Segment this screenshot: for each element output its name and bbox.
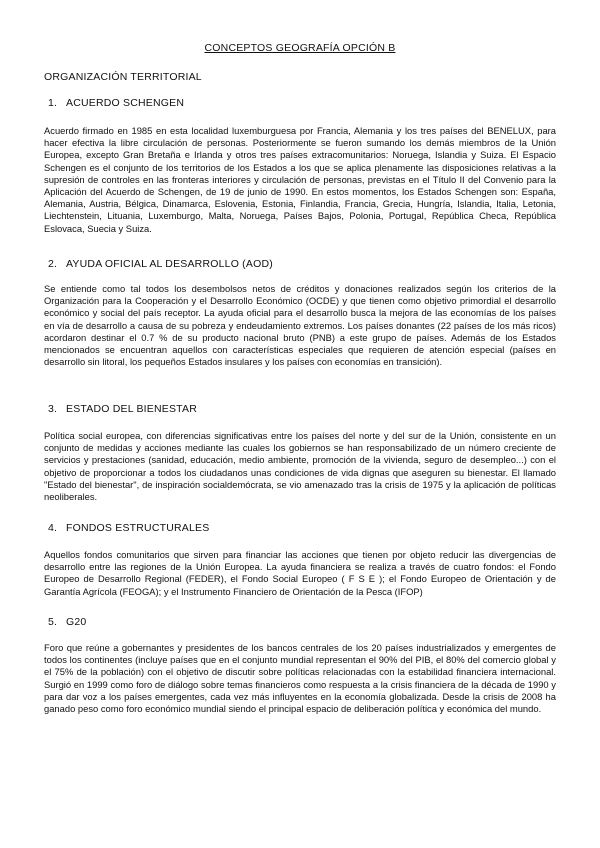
section-number: 2. — [48, 258, 58, 270]
section-heading-aod — [48, 258, 273, 270]
section-heading-bienestar — [48, 403, 197, 415]
section-number: 3. — [48, 403, 58, 415]
section-body-bienestar: Política social europea, con diferencias significativas entre los países del norte y del sur de la Unión, consistente en un conjunto de medidas y acciones mediante las cuales los gobiernos se han responsabilizado de un número creciente de servicios y prestaciones (sanidad, educación, medio ambiente, promoción de la vivienda, seguro de desempleo...) con el objetivo de proporcionar a todos los ciudadanos unas condiciones de vida dignas que aseguren su bienestar. El llamado "Estado del bienestar", de inspiración socialdemócrata, se vio amenazado tras la crisis de 1975 y la aplicación de políticas neoliberales. — [44, 430, 556, 503]
section-body-g20: Foro que reúne a gobernantes y presidentes de los bancos centrales de los 20 países industrializados y emergentes de todos los continentes (incluye países que en el conjunto mundial representan el 90% del PIB, el 80% del comercio global y el 75% de la población) con el objetivo de discutir sobre políticas relacionadas con la estabilidad financiera internacional. Surgió en 1999 como foro de diálogo sobre temas financieros como respuesta a la crisis financiera de la década de 1990 y para dar voz a los países emergentes, cada vez más influyentes en la economía globalizada. Desde la crisis de 2008 ha ganado peso como foro económico mundial siendo el principal espacio de deliberación política y económica del mundo. — [44, 642, 556, 715]
section-number: 1. — [48, 97, 58, 109]
document-subtitle: ORGANIZACIÓN TERRITORIAL — [44, 71, 202, 83]
section-number: 5. — [48, 616, 58, 628]
section-body-aod: Se entiende como tal todos los desembolsos netos de créditos y donaciones realizados según los criterios de la Organización para la Cooperación y el Desarrollo Económico (OCDE) y que tienen como objetivo primordial el desarrollo económico y social del país receptor. La ayuda oficial para el desarrollo busca la mejora de las economías de los países en vía de desarrollo a causa de su pobreza y endeudamiento extremos. Los países donantes (22 países de los más ricos) acordaron destinar el 0.7 % de su producto nacional bruto (PNB) a este grupo de países. Además de los Estados mencionados se encuentran aquellos con características especiales que requieren de atención especial (países en desarrollo sin litoral, los pequeños Estados insulares y los países con economías en transición). — [44, 283, 556, 368]
section-heading-g20 — [48, 616, 86, 628]
section-heading-fondos — [48, 522, 209, 534]
section-title: FONDOS ESTRUCTURALES — [66, 522, 210, 534]
document-title: CONCEPTOS GEOGRAFÍA OPCIÓN B — [204, 42, 396, 54]
section-heading-schengen — [48, 97, 184, 109]
section-title: G20 — [66, 616, 87, 628]
section-title: AYUDA OFICIAL AL DESARROLLO (AOD) — [66, 258, 273, 270]
section-title: ACUERDO SCHENGEN — [66, 97, 185, 109]
section-body-fondos: Aquellos fondos comunitarios que sirven para financiar las acciones que tienen por objeto reducir las divergencias de desarrollo entre las regiones de la Unión Europea. La ayuda financiera se realiza a través de cuatro fondos: el Fondo Europeo de Desarrollo Regional (FEDER), el Fondo Social Europeo ( F S E ); el Fondo Europeo de Orientación y de Garantía Agrícola (FEOGA); y el Instrumento Financiero de Orientación de la Pesca (IFOP) — [44, 549, 556, 597]
section-number: 4. — [48, 522, 58, 534]
section-title: ESTADO DEL BIENESTAR — [66, 403, 197, 415]
section-body-schengen: Acuerdo firmado en 1985 en esta localidad luxemburguesa por Francia, Alemania y los tres países del BENELUX, para hacer efectiva la libre circulación de personas. Posteriormente se fueron sumando los demás miembros de la Unión Europea, excepto Gran Bretaña e Irlanda y otros tres países extracomunitarios: Noruega, Islandia y Suiza. El Espacio Schengen es el conjunto de los territorios de los Estados a los que se aplica plenamente las disposiciones relativas a la supresión de controles en las fronteras interiores y circulación de personas, previstas en el Título II del Convenio para la Aplicación del Acuerdo de Schengen, de 19 de junio de 1990. En estos momentos, los Estados Schengen son: España, Alemania, Austria, Bélgica, Dinamarca, Eslovenia, Estonia, Finlandia, Francia, Grecia, Hungría, Islandia, Italia, Letonia, Liechtenstein, Lituania, Luxemburgo, Malta, Noruega, Países Bajos, Polonia, Portugal, República Checa, República Eslovaca, Suecia y Suiza. — [44, 125, 556, 234]
